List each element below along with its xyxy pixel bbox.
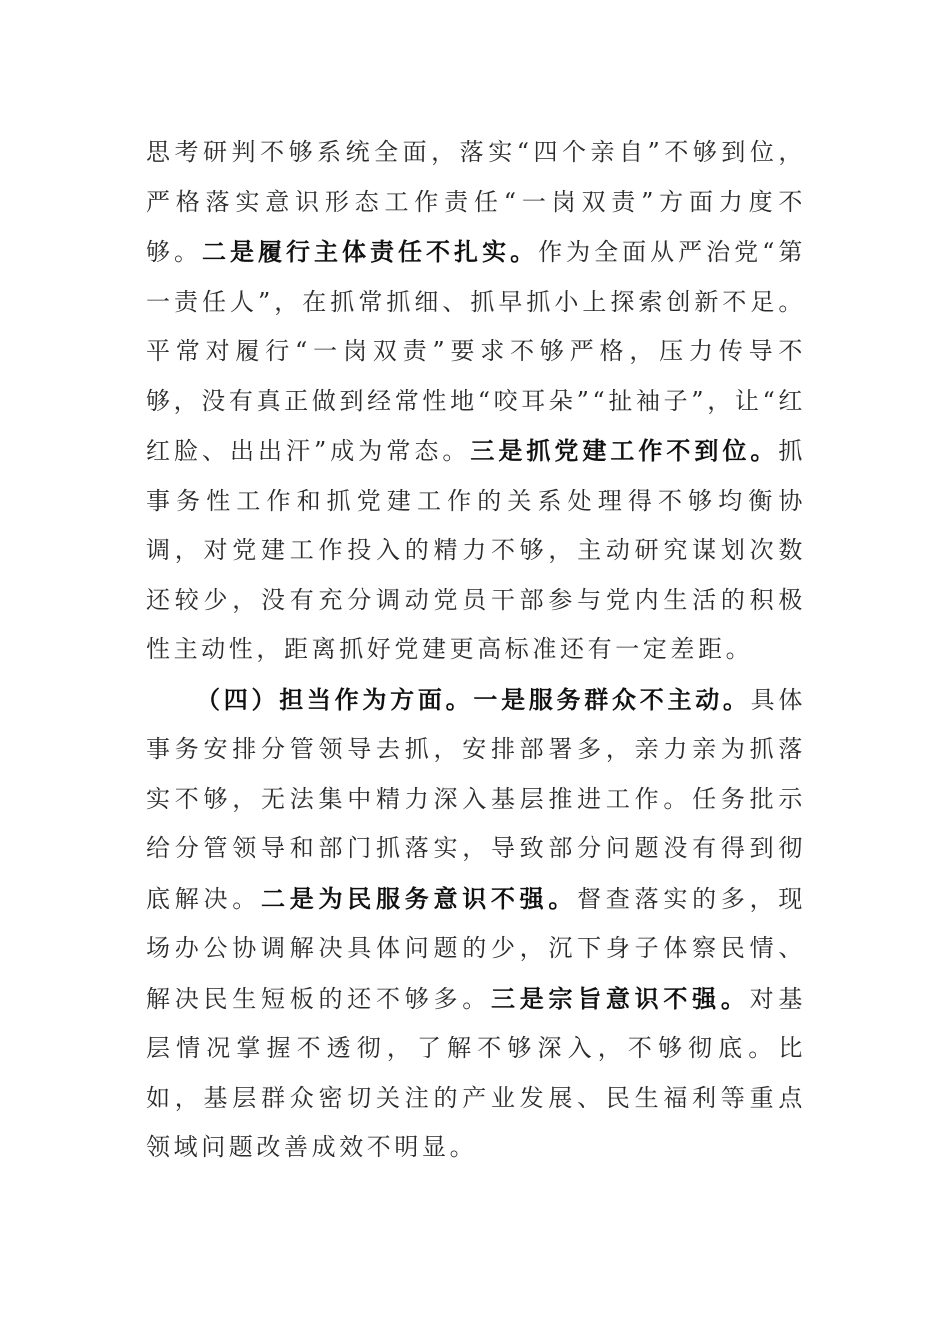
bold-heading: 二是为民服务意识不强。 xyxy=(260,883,578,913)
bold-heading: 二是履行主体责任不扎实。 xyxy=(202,237,539,266)
paragraph-text: 对基层情况掌握不透彻，了解不够深入，不够彻底。比如，基层群众密切关注的产业发展、民生福利等重点领域问题改善成效不明显。 xyxy=(146,984,807,1161)
section-heading: （四）担当作为方面。一是服务群众不主动。 xyxy=(196,684,751,714)
paragraph-text: 抓事务性工作和抓党建工作的关系处理得不够均衡协调，对党建工作投入的精力不够，主动研究谋划次数还较少，没有充分调动党员干部参与党内生活的积极性主动性，距离抓好党建更高标准还有一定差距。 xyxy=(146,437,806,663)
bold-heading: 三是抓党建工作不到位。 xyxy=(470,436,779,465)
paragraph-text: 具体事务安排分管领导去抓，安排部署多，亲力亲为抓落实不够，无法集中精力深入基层推进工作。任务批示给分管领导和部门抓落实，导致部分问题没有得到彻底解决。 xyxy=(146,685,807,913)
bold-heading: 三是宗旨意识不强。 xyxy=(490,983,750,1013)
paragraph-text: 作为全面从严治党“第一责任人”，在抓常抓细、抓早抓小上探索创新不足。平常对履行“一岗双责”要求不够严格，压力传导不够，没有真正做到经常性地“咬耳朵”“扯袖子”，让“红红脸、出出汗”成为常态。 xyxy=(146,238,806,465)
document-body xyxy=(146,128,806,1173)
paragraph-text: 督查落实的多，现场办公协调解决具体问题的少，沉下身子体察民情、解决民生短板的还不够多。 xyxy=(146,884,806,1013)
paragraph-text: 思考研判不够系统全面，落实“四个亲自”不够到位，严格落实意识形态工作责任“一岗双责”方面力度不够。 xyxy=(146,138,806,266)
paragraph-responsibility xyxy=(146,675,806,1173)
paragraph-party-building xyxy=(146,128,806,675)
